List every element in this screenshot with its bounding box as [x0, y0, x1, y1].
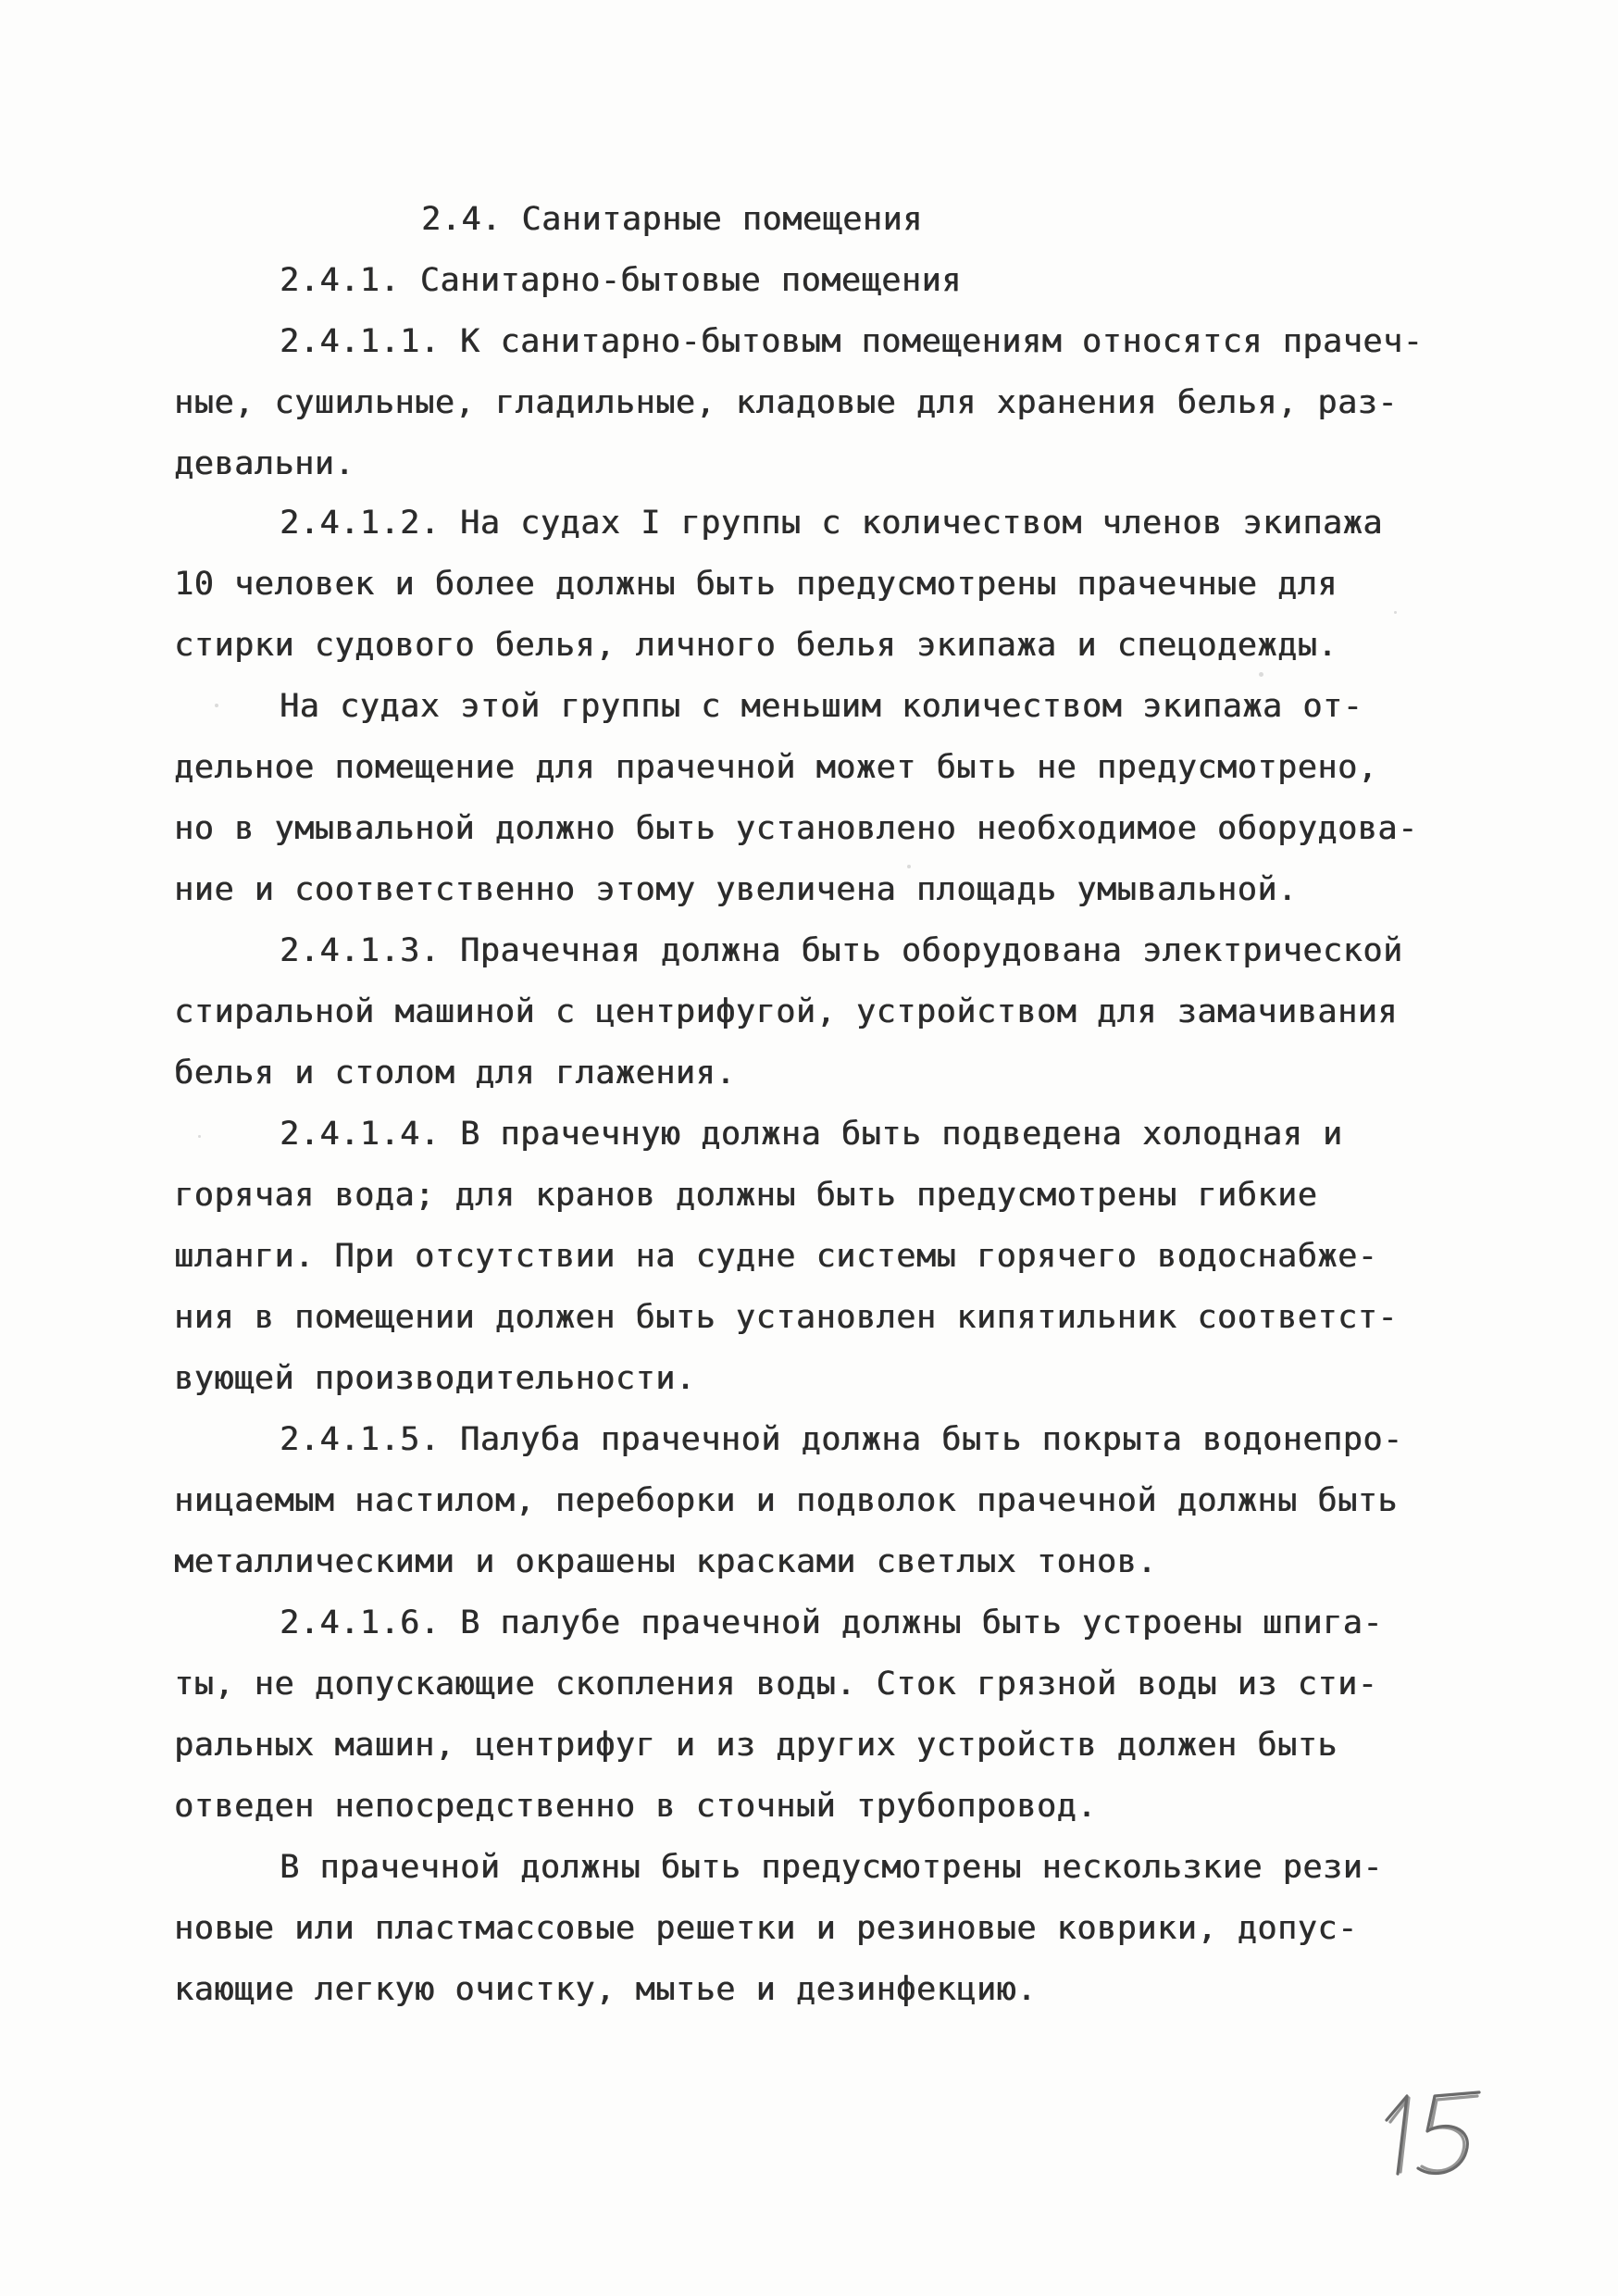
paragraph-line: 2.4.1.3. Прачечная должна быть оборудована электрической [280, 932, 1403, 969]
scan-speck [1259, 672, 1263, 677]
paragraph-line: отведен непосредственно в сточный трубопровод. [174, 1788, 1097, 1825]
paragraph-line: ния в помещении должен быть установлен кипятильник соответст- [174, 1299, 1398, 1336]
paragraph-line: 2.4.1.6. В палубе прачечной должны быть устроены шпига- [280, 1604, 1383, 1641]
handwritten-page-number [1370, 2083, 1490, 2185]
paragraph-line: ные, сушильные, гладильные, кладовые для хранения белья, раз- [174, 384, 1398, 421]
section-title: 2.4. Санитарные помещения [421, 201, 923, 238]
paragraph-line: металлическими и окрашены красками светлых тонов. [174, 1543, 1157, 1580]
paragraph-line: девальни. [174, 445, 355, 482]
paragraph-line: В прачечной должны быть предусмотрены нескользкие рези- [280, 1849, 1383, 1886]
paragraph-line: 2.4.1.2. На судах I группы с количеством членов экипажа [280, 505, 1383, 542]
paragraph-line: стирки судового белья, личного белья экипажа и спецодежды. [174, 627, 1338, 664]
paragraph-line: На судах этой группы с меньшим количеством экипажа от- [280, 688, 1363, 725]
paragraph-line: 2.4.1.1. К санитарно-бытовым помещениям относятся прачеч- [280, 323, 1424, 360]
scan-speck [215, 704, 218, 707]
paragraph-line: 10 человек и более должны быть предусмотрены прачечные для [174, 566, 1338, 603]
pencil-number-drawing [1370, 2083, 1490, 2185]
scan-speck [198, 1135, 201, 1138]
paragraph-line: ние и соответственно этому увеличена площадь умывальной. [174, 871, 1298, 908]
paragraph-line: но в умывальной должно быть установлено необходимое оборудова- [174, 810, 1418, 847]
paragraph-line: вующей производительности. [174, 1360, 696, 1397]
paragraph-line: горячая вода; для кранов должны быть предусмотрены гибкие [174, 1177, 1318, 1214]
scan-speck [1394, 611, 1397, 614]
paragraph-line: стиральной машиной с центрифугой, устройством для замачивания [174, 993, 1398, 1030]
paragraph-line: кающие легкую очистку, мытье и дезинфекцию. [174, 1971, 1037, 2008]
paragraph-line: 2.4.1.5. Палуба прачечной должна быть покрыта водонепро- [280, 1421, 1403, 1458]
paragraph-line: шланги. При отсутствии на судне системы горячего водоснабже- [174, 1238, 1378, 1275]
paragraph-line: ницаемым настилом, переборки и подволок прачечной должны быть [174, 1482, 1398, 1519]
paragraph-line: ральных машин, центрифуг и из других устройств должен быть [174, 1727, 1338, 1764]
paragraph-line: белья и столом для глажения. [174, 1054, 736, 1092]
subsection-title: 2.4.1. Санитарно-бытовые помещения [280, 262, 962, 299]
scan-speck [907, 865, 911, 868]
paragraph-line: дельное помещение для прачечной может быть не предусмотрено, [174, 749, 1378, 786]
paragraph-line: ты, не допускающие скопления воды. Сток грязной воды из сти- [174, 1666, 1378, 1703]
paragraph-line: 2.4.1.4. В прачечную должна быть подведена холодная и [280, 1116, 1343, 1153]
paragraph-line: новые или пластмассовые решетки и резиновые коврики, допус- [174, 1910, 1358, 1947]
